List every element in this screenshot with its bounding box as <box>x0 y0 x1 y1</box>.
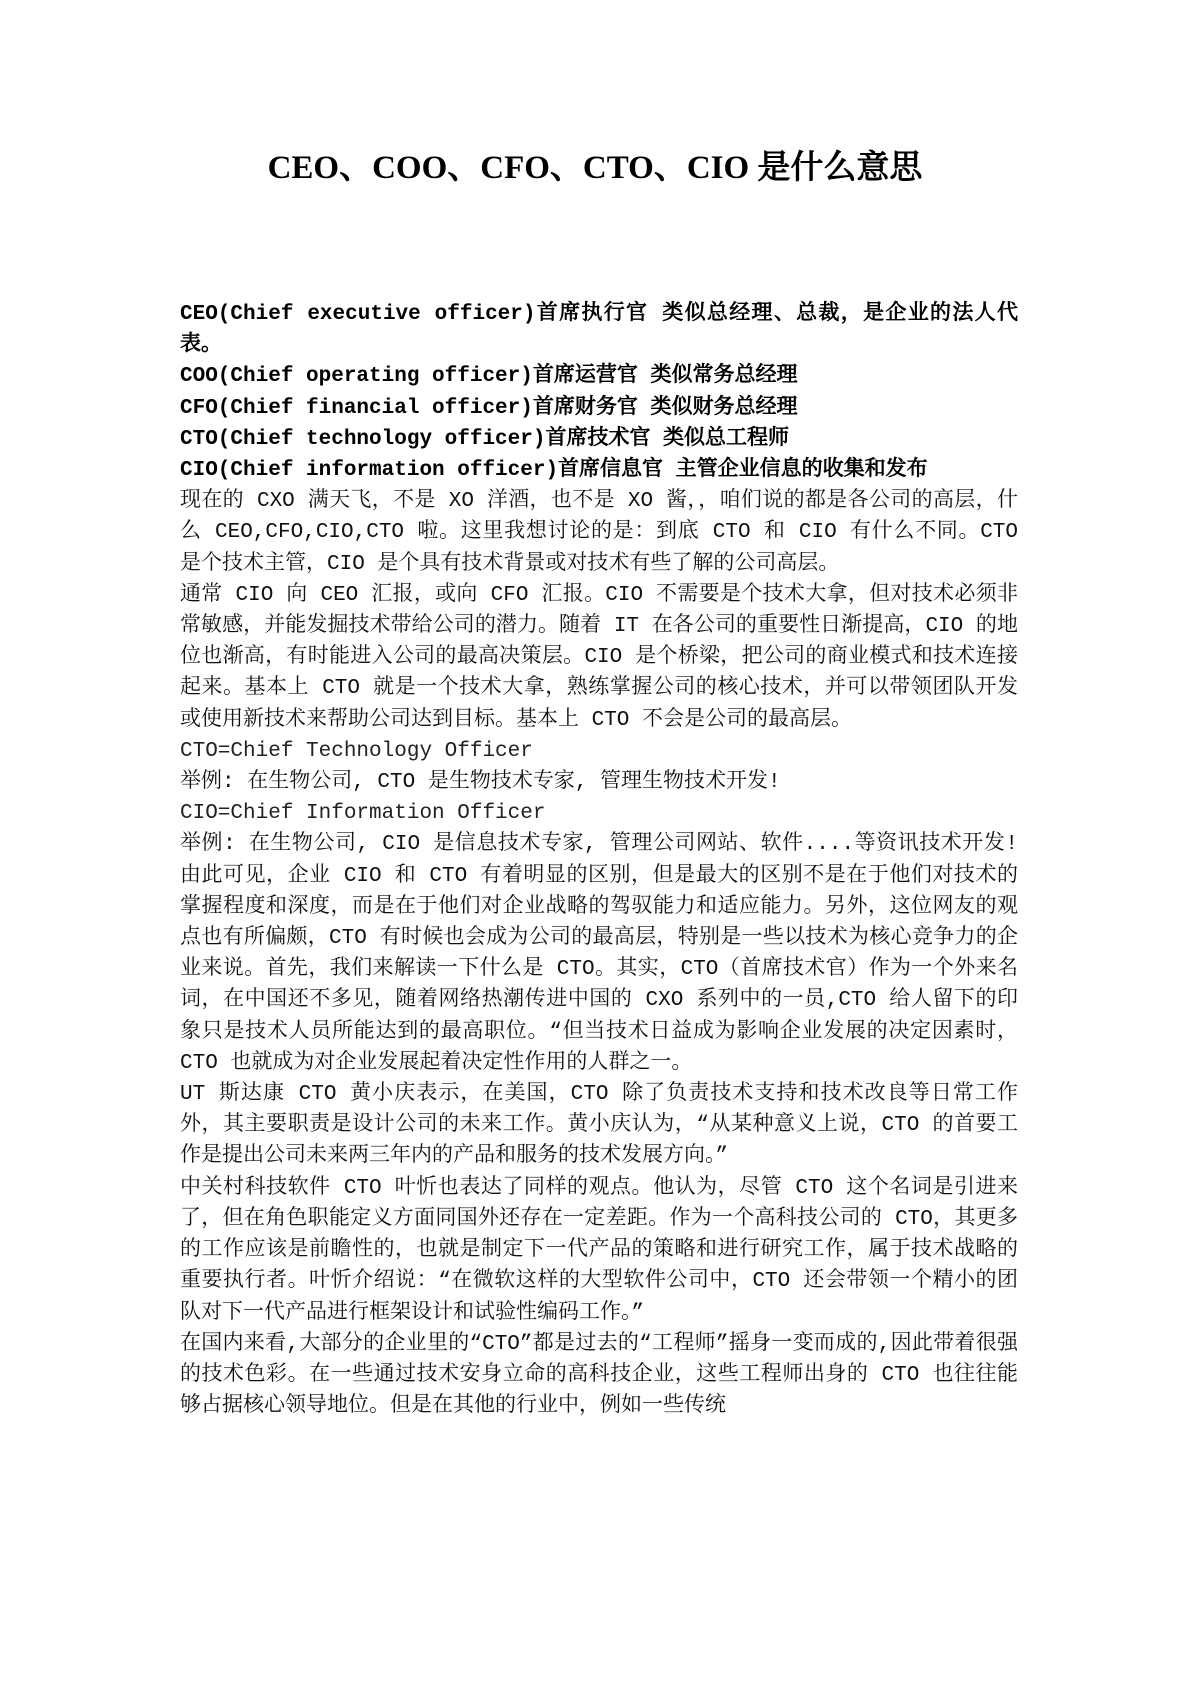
domestic-cto-paragraph: 在国内来看,大部分的企业里的“CTO”都是过去的“工程师”摇身一变而成的,因此带着很强的技术色彩。在一些通过技术安身立命的高科技企业，这些工程师出身的 CTO 也往往能够占据核心领导地位。但是在其他的行业中，例如一些传统 <box>180 1332 1018 1419</box>
document-title: CEO、COO、CFO、CTO、CIO 是什么意思 <box>267 150 923 186</box>
cio-definition-paragraph: CIO(Chief information officer)首席信息官 主管企业信息的收集和发布 <box>180 459 928 483</box>
cio-role-paragraph: 通常 CIO 向 CEO 汇报，或向 CFO 汇报。CIO 不需要是个技术大拿，但对技术必须非常敏感，并能发掘技术带给公司的潜力。随着 IT 在各公司的重要性日渐提高，CIO 的地位也渐高，有时能进入公司的最高决策层。CIO 是个桥梁，把公司的商业模式和技术连接起来。基本上 CTO 就是一个技术大拿，熟练掌握公司的核心技术，并可以带领团队开发或使用新技术来帮助公司达到目标。基本上 CTO 不会是公司的最高层。 <box>180 583 1018 732</box>
utstarcom-paragraph: UT 斯达康 CTO 黄小庆表示，在美国，CTO 除了负责技术支持和技术改良等日常工作外，其主要职责是设计公司的未来工作。黄小庆认为，“从某种意义上说，CTO 的首要工作是提出公司未来两三年内的产品和服务的技术发展方向。” <box>180 1083 1018 1169</box>
cxo-intro-paragraph: 现在的 CXO 满天飞，不是 XO 洋酒，也不是 XO 酱，，咱们说的都是各公司的高层，什么 CEO,CFO,CIO,CTO 啦。这里我想讨论的是：到底 CTO 和 CIO 有什么不同。CTO 是个技术主管，CIO 是个具有技术背景或对技术有些了解的公司高层。 <box>180 490 1018 576</box>
cio-abbreviation-line: CIO=Chief Information Officer <box>180 802 546 826</box>
cio-example-paragraph: 举例: 在生物公司, CIO 是信息技术专家, 管理公司网站、软件....等资讯技术开发!由此可见，企业 CIO 和 CTO 有着明显的区别，但是最大的区别不是在于他们对技术的掌握程度和深度，而是在于他们对企业战略的驾驭能力和适应能力。另外，这位网友的观点也有所偏颇，CTO 有时候也会成为公司的最高层，特别是一些以技术为核心竞争力的企业来说。首先，我们来解读一下什么是 CTO。其实，CTO（首席技术官）作为一个外来名词，在中国还不多见，随着网络热潮传进中国的 CXO 系列中的一员,CTO 给人留下的印象只是技术人员所能达到的最高职位。“但当技术日益成为影响企业发展的决定因素时，CTO 也就成为对企业发展起着决定性作用的人群之一。 <box>180 833 1018 1075</box>
cfo-definition-paragraph: CFO(Chief financial officer)首席财务官 类似财务总经理 <box>180 396 798 420</box>
coo-definition-paragraph: COO(Chief operating officer)首席运营官 类似常务总经理 <box>180 365 798 389</box>
document-body <box>180 299 1018 1422</box>
ceo-definition-paragraph: CEO(Chief executive officer)首席执行官 类似总经理、总裁，是企业的法人代表。 <box>180 303 1018 358</box>
cto-example-paragraph: 举例: 在生物公司, CTO 是生物技术专家, 管理生物技术开发! <box>180 771 781 795</box>
cto-definition-paragraph: CTO(Chief technology officer)首席技术官 类似总工程师 <box>180 427 790 451</box>
zhongguancun-paragraph: 中关村科技软件 CTO 叶忻也表达了同样的观点。他认为，尽管 CTO 这个名词是引进来了，但在角色职能定义方面同国外还存在一定差距。作为一个高科技公司的 CTO，其更多的工作应该是前瞻性的，也就是制定下一代产品的策略和进行研究工作，属于技术战略的重要执行者。叶忻介绍说：“在微软这样的大型软件公司中，CTO 还会带领一个精小的团队对下一代产品进行框架设计和试验性编码工作。” <box>180 1176 1018 1325</box>
cto-abbreviation-line: CTO=Chief Technology Officer <box>180 739 533 763</box>
